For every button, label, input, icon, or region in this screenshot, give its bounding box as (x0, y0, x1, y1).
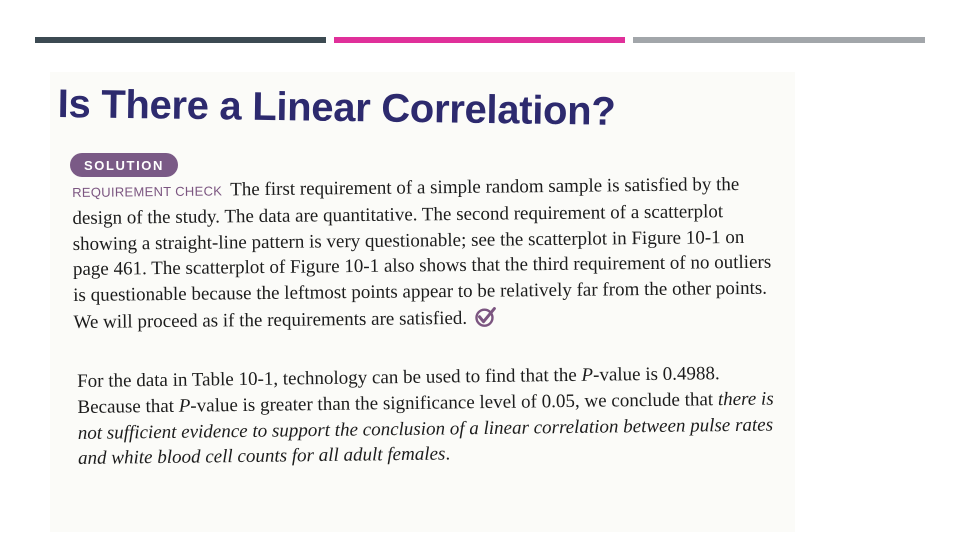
requirement-check-label: REQUIREMENT CHECK (72, 183, 223, 200)
conclusion-text-3: -value is greater than the significance level of 0.05, we conclude that (190, 388, 719, 417)
conclusion-text-4: . (445, 443, 451, 465)
conclusion-paragraph (77, 360, 783, 472)
requirement-paragraph (72, 172, 779, 336)
checkmark-circle-icon (473, 305, 497, 329)
conclusion-text-1: For the data in Table 10-1, technology can be used to find that the (77, 364, 582, 392)
p-symbol: P (581, 364, 594, 386)
page-title: Is There a Linear Correlation? (57, 82, 616, 134)
top-bar-pink (334, 37, 625, 43)
top-bar-dark (35, 37, 326, 43)
solution-badge: SOLUTION (70, 153, 178, 177)
p-symbol: P (178, 395, 191, 417)
requirement-text: The first requirement of a simple random sample is satisfied by the design of the study. The data are quantitative. The second requirement of a scatterplot showing a straight-line pattern is very questionable; see the scatterplot in Figure 10-1 on page 461. The scatterplot of Figure 10-1 also shows that the third requirement of no outliers is questionable because the leftmost points appear to be relatively far from the other points. We will proceed as if the requirements are satisfied. (72, 174, 772, 333)
conclusion-emphasis: there is not sufficient evidence to support the conclusion of a linear correlation between pulse rates and white blood cell counts for all adult females (77, 388, 774, 470)
top-bar-gray (633, 37, 925, 43)
conclusion-text-2: -value is 0.4988. Because that (77, 363, 720, 418)
